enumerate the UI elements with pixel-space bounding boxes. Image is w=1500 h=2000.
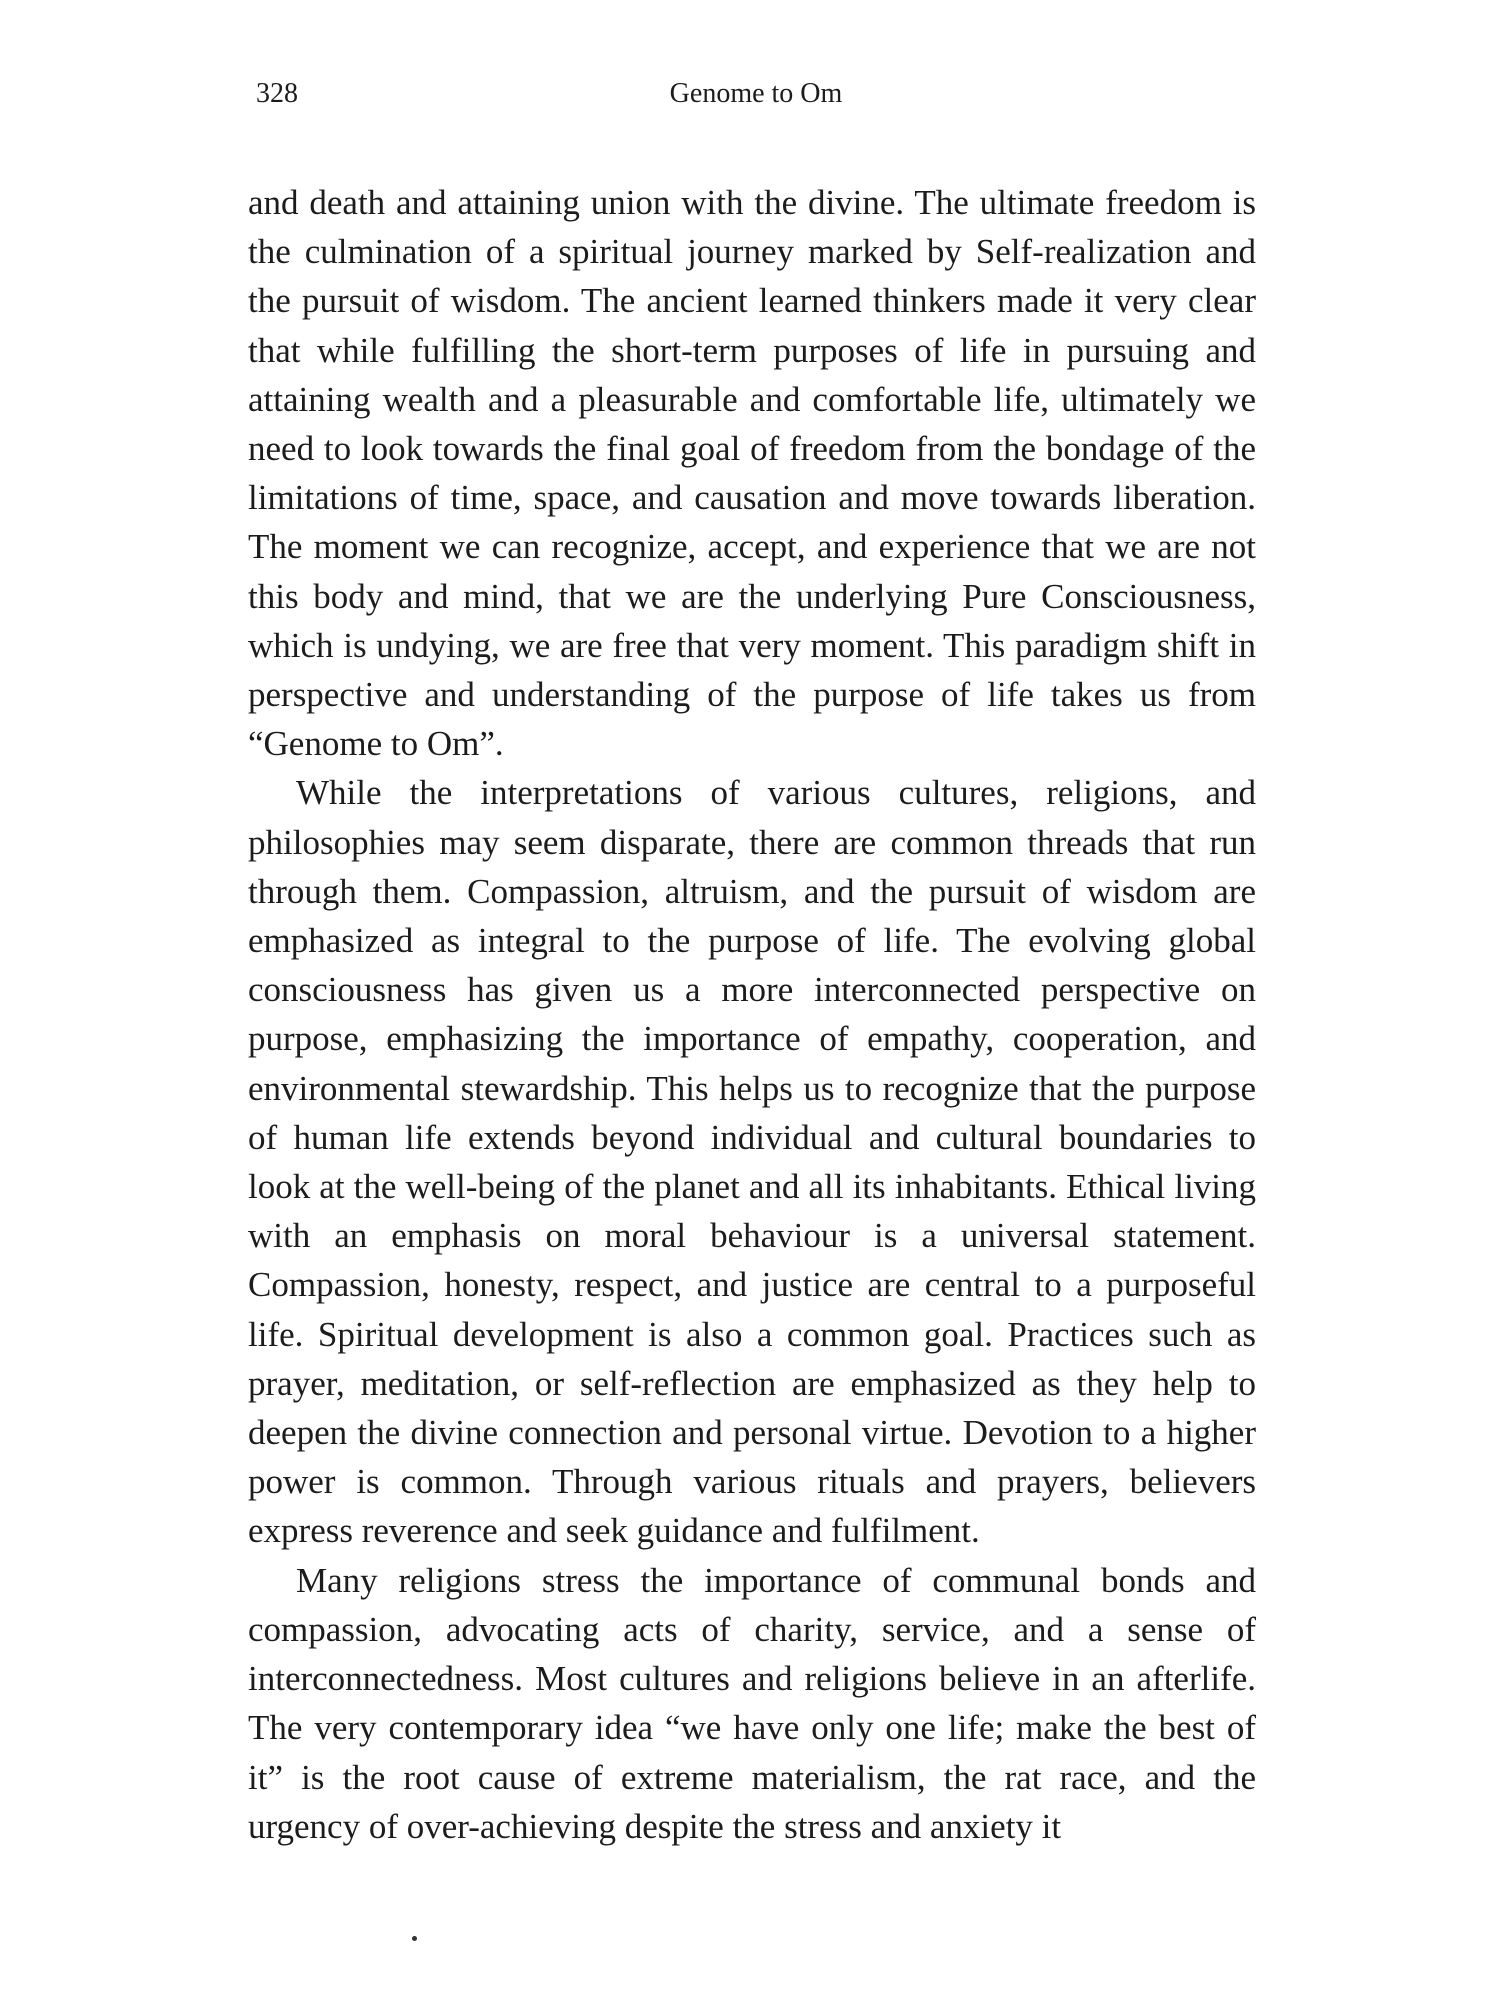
paragraph: While the interpretations of various cultures, religions, and philosophies may seem disparate, there are common threads that run through them. Compassion, altruism, and the pursuit of wisdom are emphasized as integral to the purpose of life. The evolving global consciousness has given us a more interconnected perspective on purpose, emphasizing the importance of empathy, cooperation, and environmental stewardship. This helps us to recognize that the purpose of human life extends beyond individual and cultural boundaries to look at the well-being of the planet and all its inhabitants. Ethical living with an emphasis on moral behaviour is a universal statement. Compassion, honesty, respect, and justice are central to a purposeful life. Spiritual development is also a common goal. Practices such as prayer, meditation, or self-reflection are emphasized as they help to deepen the divine connection and personal virtue. Devotion to a higher power is common. Through various rituals and prayers, believers express reverence and seek guidance and fulfilment. — [248, 773, 1256, 1551]
paragraph: Many religions stress the importance of communal bonds and compassion, advocating acts of charity, service, and a sense of interconnectedness. Most cultures and religions believe in an afterlife. The very contemporary idea “we have only one life; make the best of it” is the root cause of extreme materialism, the rat race, and the urgency of over-achieving despite the stress and anxiety it — [248, 1560, 1256, 1846]
book-title: Genome to Om — [669, 78, 843, 109]
body-text — [248, 178, 1256, 1851]
page-number: 328 — [256, 78, 298, 109]
running-head — [256, 72, 1256, 116]
paragraph-continued: and death and attaining union with the divine. The ultimate freedom is the culmination of a spiritual journey marked by Self-realization and the pursuit of wisdom. The ancient learned thinkers made it very clear that while fulfilling the short-term purposes of life in pursuing and attaining wealth and a pleasurable and comfortable life, ultimately we need to look towards the final goal of freedom from the bondage of the limitations of time, space, and causation and move towards liberation. The moment we can recognize, accept, and experience that we are not this body and mind, that we are the underlying Pure Consciousness, which is undying, we are free that very moment. This paradigm shift in perspective and understanding of the purpose of life takes us from “Genome to Om”. — [248, 183, 1256, 764]
stray-ink-mark — [412, 1936, 417, 1941]
